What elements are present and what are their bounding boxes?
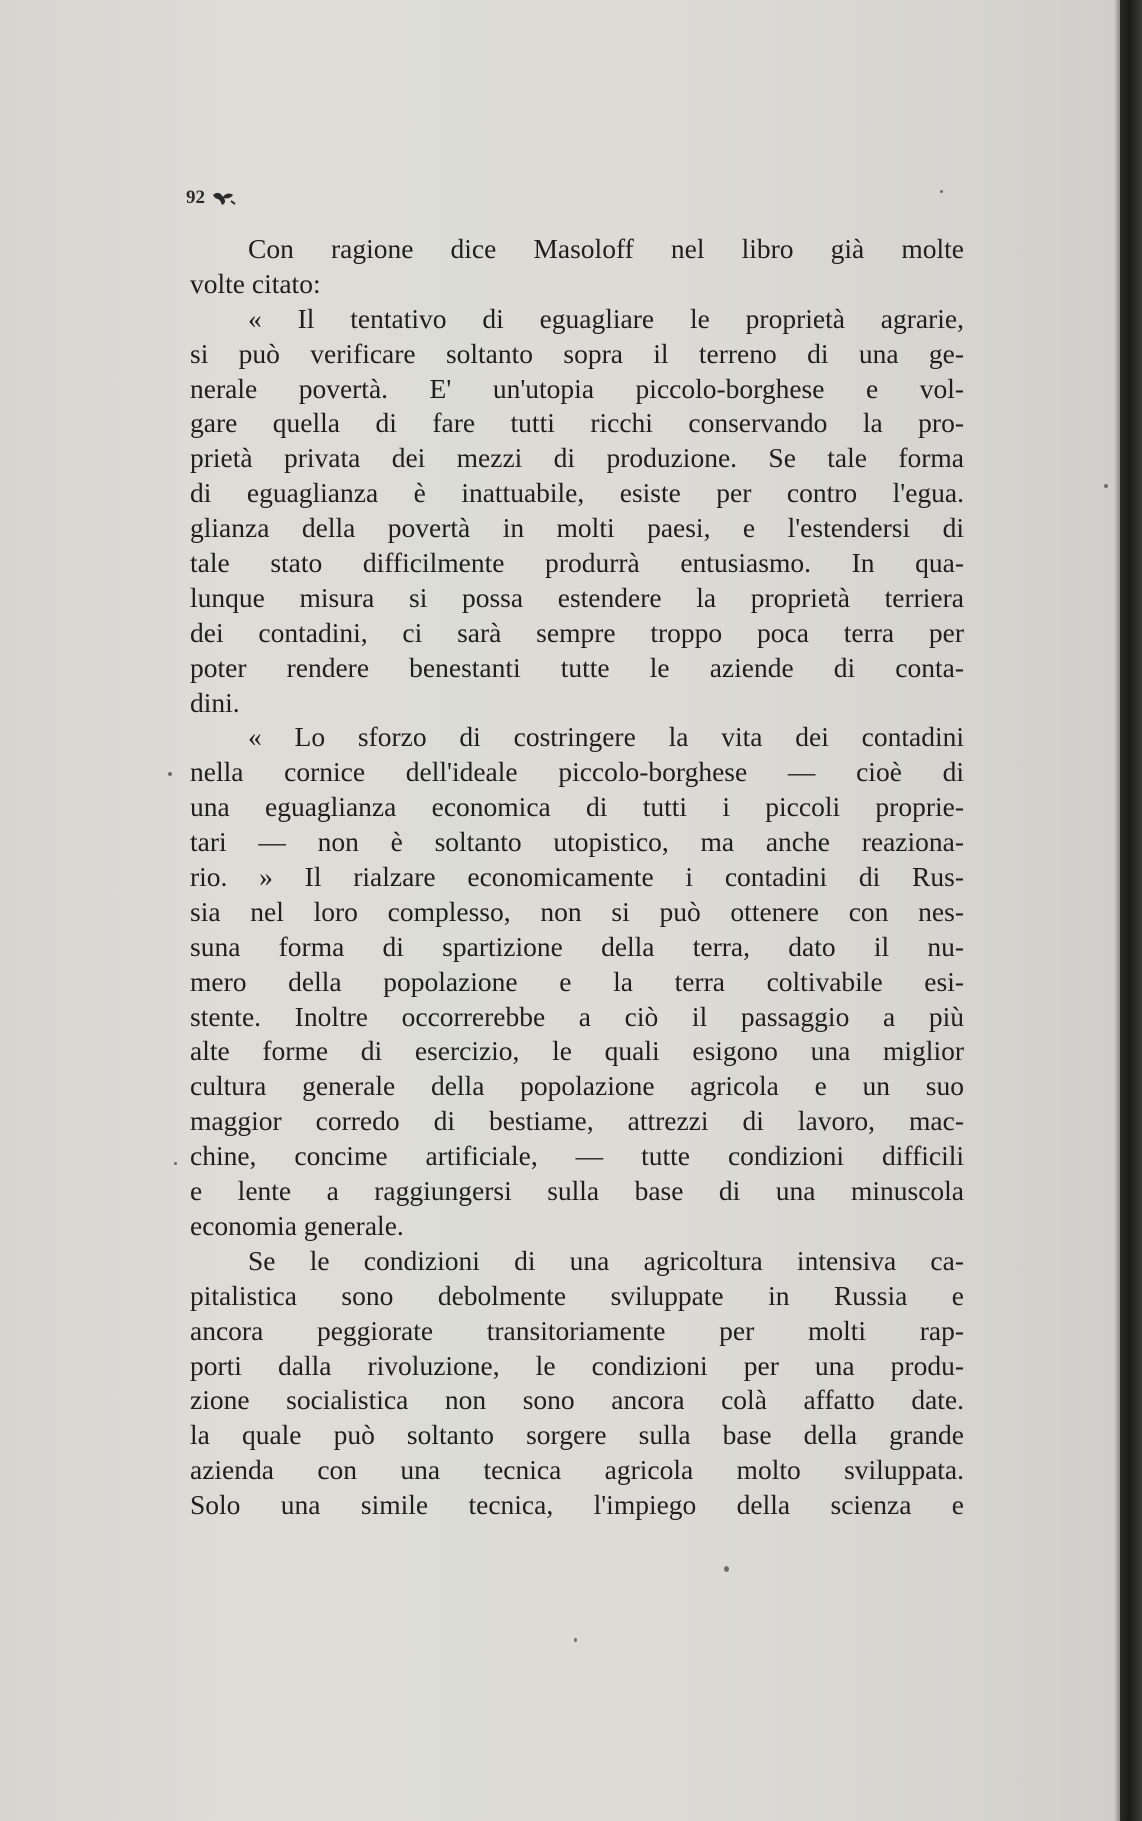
text-line: una eguaglianza economica di tutti i piccoli proprie- (190, 791, 964, 823)
text-line: poter rendere benestanti tutte le aziende di conta- (190, 651, 964, 683)
text-line: suna forma di spartizione della terra, dato il nu- (190, 930, 964, 962)
text-line: pitalistica sono debolmente sviluppate in Russia e (190, 1279, 964, 1311)
text-line: maggior corredo di bestiame, attrezzi di lavoro, mac- (190, 1105, 964, 1137)
page-number: 92 (186, 187, 205, 208)
text-line: nerale povertà. E' un'utopia piccolo-borghese e vol- (190, 372, 964, 404)
text-line: dini. (190, 686, 240, 718)
text-line: cultura generale della popolazione agricola e un suo (190, 1070, 964, 1102)
text-line: lunque misura si possa estendere la proprietà terriera (190, 581, 964, 613)
text-line: stente. Inoltre occorrerebbe a ciò il passaggio a più (190, 1000, 964, 1032)
text-line: economia generale. (190, 1209, 404, 1241)
paper-speck (168, 772, 172, 776)
text-line: porti dalla rivoluzione, le condizioni per una produ- (190, 1349, 964, 1381)
text-line: Se le condizioni di una agricoltura intensiva ca- (248, 1244, 964, 1276)
text-line: « Lo sforzo di costringere la vita dei contadini (248, 721, 964, 753)
body-text (190, 232, 964, 1523)
text-line: tari — non è soltanto utopistico, ma anche reaziona- (190, 826, 964, 858)
text-line: prietà privata dei mezzi di produzione. Se tale forma (190, 442, 964, 474)
text-line: azienda con una tecnica agricola molto sviluppata. (190, 1454, 964, 1486)
text-line: ancora peggiorate transitoriamente per molti rap- (190, 1314, 964, 1346)
text-line: si può verificare soltanto sopra il terreno di una ge- (190, 337, 964, 369)
text-line: nella cornice dell'ideale piccolo-borghese — cioè di (190, 756, 964, 788)
text-line: alte forme di esercizio, le quali esigono una miglior (190, 1035, 964, 1067)
text-line: chine, concime artificiale, — tutte condizioni difficili (190, 1140, 964, 1172)
paper-speck (940, 190, 943, 193)
paper-speck (1104, 484, 1108, 488)
paper-speck (724, 1566, 729, 1572)
text-line: di eguaglianza è inattuabile, esiste per contro l'egua. (190, 477, 964, 509)
text-line: Solo una simile tecnica, l'impiego della scienza e (190, 1489, 964, 1521)
text-line: gare quella di fare tutti ricchi conservando la pro- (190, 407, 964, 439)
book-gutter (1120, 0, 1142, 1821)
text-line: la quale può soltanto sorgere sulla base della grande (190, 1419, 964, 1451)
text-line: dei contadini, ci sarà sempre troppo poca terra per (190, 616, 964, 648)
leaf-ornament-icon (211, 189, 237, 207)
text-line: e lente a raggiungersi sulla base di una minuscola (190, 1175, 964, 1207)
text-line: sia nel loro complesso, non si può ottenere con nes- (190, 895, 964, 927)
text-line: mero della popolazione e la terra coltivabile esi- (190, 965, 964, 997)
page-header (186, 183, 237, 213)
text-line: « Il tentativo di eguagliare le proprietà agrarie, (248, 302, 964, 334)
paper-speck (574, 1638, 577, 1642)
text-line: volte citato: (190, 267, 321, 299)
text-line: Con ragione dice Masoloff nel libro già molte (248, 233, 964, 264)
text-line: rio. » Il rialzare economicamente i contadini di Rus- (190, 861, 964, 893)
paper-speck (174, 1162, 177, 1165)
text-line: glianza della povertà in molti paesi, e l'estendersi di (190, 512, 964, 544)
text-line: zione socialistica non sono ancora colà affatto date. (190, 1384, 964, 1416)
text-line: tale stato difficilmente produrrà entusiasmo. In qua- (190, 547, 964, 579)
